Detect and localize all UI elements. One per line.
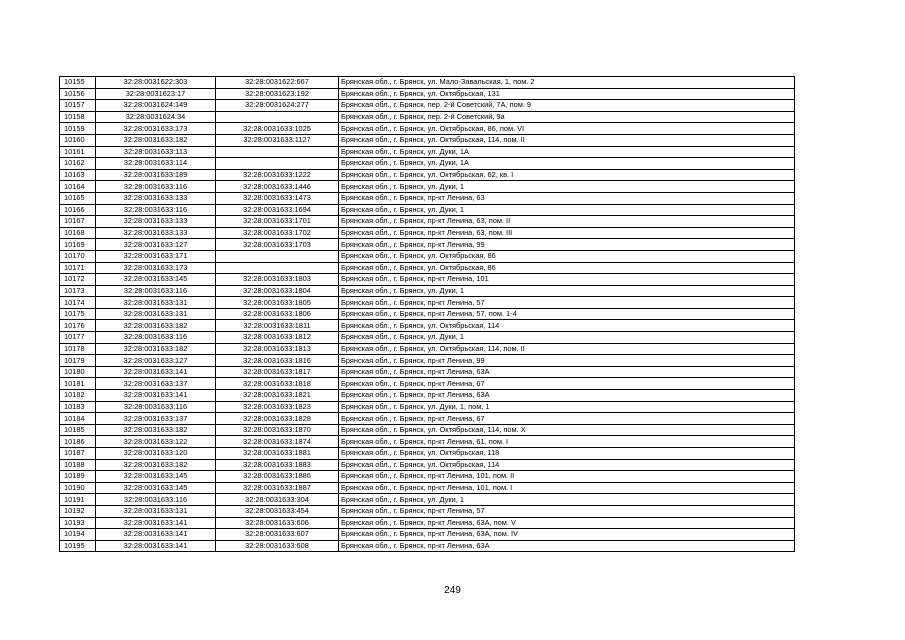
object-cadastral-number-cell	[216, 250, 339, 262]
object-cadastral-number-cell: 32:28:0031633:1803	[216, 274, 339, 286]
table-row	[60, 332, 795, 344]
object-cadastral-number-cell: 32:28:0031633:1870	[216, 424, 339, 436]
address-cell: Брянская обл., г. Брянск, ул. Октябрьская, 86	[339, 262, 795, 274]
table-row	[60, 274, 795, 286]
address-cell: Брянская обл., г. Брянск, ул. Дуки, 1	[339, 181, 795, 193]
address-cell: Брянская обл., г. Брянск, ул. Октябрьская, 86	[339, 250, 795, 262]
object-cadastral-number-cell: 32:28:0031633:1821	[216, 390, 339, 402]
cadastral-number-cell: 32:28:0031633:116	[96, 332, 216, 344]
row-number-cell: 10187	[60, 448, 96, 460]
table-row	[60, 494, 795, 506]
address-cell: Брянская обл., г. Брянск, пр-кт Ленина, 63А	[339, 540, 795, 552]
object-cadastral-number-cell: 32:28:0031633:606	[216, 517, 339, 529]
registry-table	[59, 76, 795, 552]
object-cadastral-number-cell: 32:28:0031633:1127	[216, 134, 339, 146]
object-cadastral-number-cell: 32:28:0031633:1805	[216, 297, 339, 309]
cadastral-number-cell: 32:28:0031633:114	[96, 158, 216, 170]
cadastral-number-cell: 32:28:0031633:133	[96, 227, 216, 239]
cadastral-number-cell: 32:28:0031633:141	[96, 517, 216, 529]
table-row	[60, 111, 795, 123]
row-number-cell: 10186	[60, 436, 96, 448]
table-row	[60, 343, 795, 355]
address-cell: Брянская обл., г. Брянск, ул. Октябрьская, 114	[339, 459, 795, 471]
table-row	[60, 297, 795, 309]
object-cadastral-number-cell: 32:28:0031633:607	[216, 529, 339, 541]
table-row	[60, 424, 795, 436]
row-number-cell: 10188	[60, 459, 96, 471]
row-number-cell: 10172	[60, 274, 96, 286]
table-row	[60, 77, 795, 89]
row-number-cell: 10156	[60, 88, 96, 100]
cadastral-number-cell: 32:28:0031633:137	[96, 378, 216, 390]
address-cell: Брянская обл., г. Брянск, ул. Октябрьская, 86, пом. VI	[339, 123, 795, 135]
cadastral-number-cell: 32:28:0031633:182	[96, 459, 216, 471]
address-cell: Брянская обл., г. Брянск, пр-кт Ленина, 63	[339, 192, 795, 204]
address-cell: Брянская обл., г. Брянск, ул. Дуки, 1	[339, 494, 795, 506]
object-cadastral-number-cell: 32:28:0031633:1813	[216, 343, 339, 355]
cadastral-number-cell: 32:28:0031633:131	[96, 308, 216, 320]
object-cadastral-number-cell: 32:28:0031633:1883	[216, 459, 339, 471]
object-cadastral-number-cell: 32:28:0031633:1817	[216, 366, 339, 378]
object-cadastral-number-cell: 32:28:0031633:1818	[216, 378, 339, 390]
address-cell: Брянская обл., г. Брянск, пр-кт Ленина, 63А	[339, 390, 795, 402]
table-row	[60, 540, 795, 552]
address-cell: Брянская обл., г. Брянск, пр-кт Ленина, 63А	[339, 366, 795, 378]
cadastral-number-cell: 32:28:0031623:17	[96, 88, 216, 100]
table-row	[60, 100, 795, 112]
address-cell: Брянская обл., г. Брянск, ул. Октябрьская, 114, пом. II	[339, 343, 795, 355]
row-number-cell: 10155	[60, 77, 96, 89]
object-cadastral-number-cell: 32:28:0031622:667	[216, 77, 339, 89]
object-cadastral-number-cell: 32:28:0031633:1816	[216, 355, 339, 367]
object-cadastral-number-cell	[216, 158, 339, 170]
cadastral-number-cell: 32:28:0031633:182	[96, 134, 216, 146]
cadastral-number-cell: 32:28:0031624:34	[96, 111, 216, 123]
cadastral-number-cell: 32:28:0031633:116	[96, 285, 216, 297]
table-row	[60, 216, 795, 228]
row-number-cell: 10166	[60, 204, 96, 216]
row-number-cell: 10193	[60, 517, 96, 529]
cadastral-number-cell: 32:28:0031633:113	[96, 146, 216, 158]
address-cell: Брянская обл., г. Брянск, ул. Дуки, 1, пом. 1	[339, 401, 795, 413]
table-row	[60, 320, 795, 332]
table-row	[60, 169, 795, 181]
table-row	[60, 401, 795, 413]
cadastral-number-cell: 32:28:0031633:116	[96, 401, 216, 413]
row-number-cell: 10189	[60, 471, 96, 483]
table-row	[60, 436, 795, 448]
address-cell: Брянская обл., г. Брянск, пер. 2-й Советский, 9а	[339, 111, 795, 123]
object-cadastral-number-cell: 32:28:0031633:1823	[216, 401, 339, 413]
cadastral-number-cell: 32:28:0031633:127	[96, 239, 216, 251]
object-cadastral-number-cell	[216, 262, 339, 274]
address-cell: Брянская обл., г. Брянск, пр-кт Ленина, 101, пом. II	[339, 471, 795, 483]
row-number-cell: 10165	[60, 192, 96, 204]
cadastral-number-cell: 32:28:0031633:145	[96, 482, 216, 494]
address-cell: Брянская обл., г. Брянск, пр-кт Ленина, 63, пом. III	[339, 227, 795, 239]
cadastral-number-cell: 32:28:0031633:133	[96, 192, 216, 204]
cadastral-number-cell: 32:28:0031622:303	[96, 77, 216, 89]
row-number-cell: 10169	[60, 239, 96, 251]
table-row	[60, 378, 795, 390]
address-cell: Брянская обл., г. Брянск, ул. Октябрьская, 118	[339, 448, 795, 460]
row-number-cell: 10184	[60, 413, 96, 425]
address-cell: Брянская обл., г. Брянск, ул. Октябрьская, 62, кв. I	[339, 169, 795, 181]
address-cell: Брянская обл., г. Брянск, пр-кт Ленина, 101, пом. I	[339, 482, 795, 494]
row-number-cell: 10195	[60, 540, 96, 552]
object-cadastral-number-cell: 32:28:0031633:1828	[216, 413, 339, 425]
object-cadastral-number-cell: 32:28:0031633:1702	[216, 227, 339, 239]
object-cadastral-number-cell: 32:28:0031633:1887	[216, 482, 339, 494]
cadastral-number-cell: 32:28:0031633:182	[96, 424, 216, 436]
cadastral-number-cell: 32:28:0031633:141	[96, 390, 216, 402]
address-cell: Брянская обл., г. Брянск, пр-кт Ленина, 67	[339, 413, 795, 425]
row-number-cell: 10157	[60, 100, 96, 112]
row-number-cell: 10173	[60, 285, 96, 297]
row-number-cell: 10158	[60, 111, 96, 123]
table-row	[60, 355, 795, 367]
row-number-cell: 10167	[60, 216, 96, 228]
address-cell: Брянская обл., г. Брянск, пр-кт Ленина, 57	[339, 505, 795, 517]
cadastral-number-cell: 32:28:0031633:141	[96, 529, 216, 541]
address-cell: Брянская обл., г. Брянск, пр-кт Ленина, 67	[339, 378, 795, 390]
address-cell: Брянская обл., г. Брянск, ул. Дуки, 1А	[339, 158, 795, 170]
address-cell: Брянская обл., г. Брянск, ул. Дуки, 1	[339, 332, 795, 344]
object-cadastral-number-cell: 32:28:0031633:1446	[216, 181, 339, 193]
cadastral-number-cell: 32:28:0031633:122	[96, 436, 216, 448]
table-row	[60, 227, 795, 239]
address-cell: Брянская обл., г. Брянск, ул. Мало-Завальская, 1, пом. 2	[339, 77, 795, 89]
object-cadastral-number-cell: 32:28:0031633:1812	[216, 332, 339, 344]
row-number-cell: 10180	[60, 366, 96, 378]
object-cadastral-number-cell: 32:28:0031633:1804	[216, 285, 339, 297]
row-number-cell: 10163	[60, 169, 96, 181]
row-number-cell: 10170	[60, 250, 96, 262]
object-cadastral-number-cell: 32:28:0031633:1874	[216, 436, 339, 448]
cadastral-number-cell: 32:28:0031633:189	[96, 169, 216, 181]
cadastral-number-cell: 32:28:0031633:127	[96, 355, 216, 367]
table-row	[60, 250, 795, 262]
table-row	[60, 123, 795, 135]
object-cadastral-number-cell: 32:28:0031633:454	[216, 505, 339, 517]
address-cell: Брянская обл., г. Брянск, пр-кт Ленина, 63А, пом. IV	[339, 529, 795, 541]
table-row	[60, 413, 795, 425]
row-number-cell: 10160	[60, 134, 96, 146]
address-cell: Брянская обл., г. Брянск, пр-кт Ленина, 57	[339, 297, 795, 309]
object-cadastral-number-cell: 32:28:0031633:1886	[216, 471, 339, 483]
row-number-cell: 10185	[60, 424, 96, 436]
row-number-cell: 10161	[60, 146, 96, 158]
table-row	[60, 146, 795, 158]
cadastral-number-cell: 32:28:0031633:141	[96, 540, 216, 552]
address-cell: Брянская обл., г. Брянск, ул. Октябрьская, 131	[339, 88, 795, 100]
row-number-cell: 10175	[60, 308, 96, 320]
row-number-cell: 10168	[60, 227, 96, 239]
address-cell: Брянская обл., г. Брянск, ул. Октябрьская, 114	[339, 320, 795, 332]
cadastral-number-cell: 32:28:0031633:182	[96, 343, 216, 355]
row-number-cell: 10179	[60, 355, 96, 367]
address-cell: Брянская обл., г. Брянск, ул. Октябрьская, 114, пом. II	[339, 134, 795, 146]
cadastral-number-cell: 32:28:0031633:145	[96, 274, 216, 286]
row-number-cell: 10159	[60, 123, 96, 135]
table-row	[60, 366, 795, 378]
table-row	[60, 459, 795, 471]
table-row	[60, 285, 795, 297]
cadastral-number-cell: 32:28:0031624:149	[96, 100, 216, 112]
address-cell: Брянская обл., г. Брянск, пр-кт Ленина, 63, пом. II	[339, 216, 795, 228]
registry-table-body	[60, 77, 795, 552]
row-number-cell: 10192	[60, 505, 96, 517]
table-row	[60, 239, 795, 251]
table-row	[60, 308, 795, 320]
object-cadastral-number-cell: 32:28:0031633:1806	[216, 308, 339, 320]
object-cadastral-number-cell	[216, 111, 339, 123]
table-row	[60, 505, 795, 517]
row-number-cell: 10162	[60, 158, 96, 170]
object-cadastral-number-cell	[216, 146, 339, 158]
table-row	[60, 390, 795, 402]
cadastral-number-cell: 32:28:0031633:131	[96, 297, 216, 309]
address-cell: Брянская обл., г. Брянск, пр-кт Ленина, 99	[339, 355, 795, 367]
address-cell: Брянская обл., г. Брянск, ул. Дуки, 1А	[339, 146, 795, 158]
cadastral-number-cell: 32:28:0031633:133	[96, 216, 216, 228]
cadastral-number-cell: 32:28:0031633:171	[96, 250, 216, 262]
row-number-cell: 10182	[60, 390, 96, 402]
row-number-cell: 10190	[60, 482, 96, 494]
object-cadastral-number-cell: 32:28:0031633:1222	[216, 169, 339, 181]
object-cadastral-number-cell: 32:28:0031633:1025	[216, 123, 339, 135]
address-cell: Брянская обл., г. Брянск, ул. Дуки, 1	[339, 285, 795, 297]
address-cell: Брянская обл., г. Брянск, ул. Дуки, 1	[339, 204, 795, 216]
table-row	[60, 471, 795, 483]
cadastral-number-cell: 32:28:0031633:182	[96, 320, 216, 332]
address-cell: Брянская обл., г. Брянск, пр-кт Ленина, 99	[339, 239, 795, 251]
row-number-cell: 10178	[60, 343, 96, 355]
object-cadastral-number-cell: 32:28:0031624:277	[216, 100, 339, 112]
row-number-cell: 10164	[60, 181, 96, 193]
address-cell: Брянская обл., г. Брянск, пр-кт Ленина, 101	[339, 274, 795, 286]
cadastral-number-cell: 32:28:0031633:131	[96, 505, 216, 517]
address-cell: Брянская обл., г. Брянск, пр-кт Ленина, 57, пом. 1-4	[339, 308, 795, 320]
object-cadastral-number-cell: 32:28:0031633:1703	[216, 239, 339, 251]
object-cadastral-number-cell: 32:28:0031633:1811	[216, 320, 339, 332]
table-row	[60, 204, 795, 216]
table-row	[60, 529, 795, 541]
cadastral-number-cell: 32:28:0031633:116	[96, 204, 216, 216]
cadastral-number-cell: 32:28:0031633:137	[96, 413, 216, 425]
row-number-cell: 10177	[60, 332, 96, 344]
table-row	[60, 448, 795, 460]
address-cell: Брянская обл., г. Брянск, пер. 2-й Советский, 7А, пом. 9	[339, 100, 795, 112]
cadastral-number-cell: 32:28:0031633:120	[96, 448, 216, 460]
address-cell: Брянская обл., г. Брянск, пр-кт Ленина, 61, пом. I	[339, 436, 795, 448]
cadastral-number-cell: 32:28:0031633:145	[96, 471, 216, 483]
object-cadastral-number-cell: 32:28:0031633:1473	[216, 192, 339, 204]
row-number-cell: 10181	[60, 378, 96, 390]
address-cell: Брянская обл., г. Брянск, ул. Октябрьская, 114, пом. X	[339, 424, 795, 436]
table-row	[60, 134, 795, 146]
cadastral-number-cell: 32:28:0031633:141	[96, 366, 216, 378]
object-cadastral-number-cell: 32:28:0031633:1701	[216, 216, 339, 228]
table-row	[60, 158, 795, 170]
table-row	[60, 482, 795, 494]
table-row	[60, 517, 795, 529]
object-cadastral-number-cell: 32:28:0031633:608	[216, 540, 339, 552]
row-number-cell: 10183	[60, 401, 96, 413]
object-cadastral-number-cell: 32:28:0031633:1881	[216, 448, 339, 460]
row-number-cell: 10176	[60, 320, 96, 332]
row-number-cell: 10171	[60, 262, 96, 274]
cadastral-number-cell: 32:28:0031633:173	[96, 123, 216, 135]
table-row	[60, 88, 795, 100]
row-number-cell: 10191	[60, 494, 96, 506]
table-row	[60, 262, 795, 274]
row-number-cell: 10174	[60, 297, 96, 309]
object-cadastral-number-cell: 32:28:0031623:192	[216, 88, 339, 100]
table-row	[60, 181, 795, 193]
address-cell: Брянская обл., г. Брянск, пр-кт Ленина, 63А, пом. V	[339, 517, 795, 529]
table-row	[60, 192, 795, 204]
object-cadastral-number-cell: 32:28:0031633:1694	[216, 204, 339, 216]
object-cadastral-number-cell: 32:28:0031633:304	[216, 494, 339, 506]
page-number: 249	[444, 585, 461, 596]
cadastral-number-cell: 32:28:0031633:116	[96, 181, 216, 193]
cadastral-number-cell: 32:28:0031633:173	[96, 262, 216, 274]
row-number-cell: 10194	[60, 529, 96, 541]
cadastral-number-cell: 32:28:0031633:116	[96, 494, 216, 506]
